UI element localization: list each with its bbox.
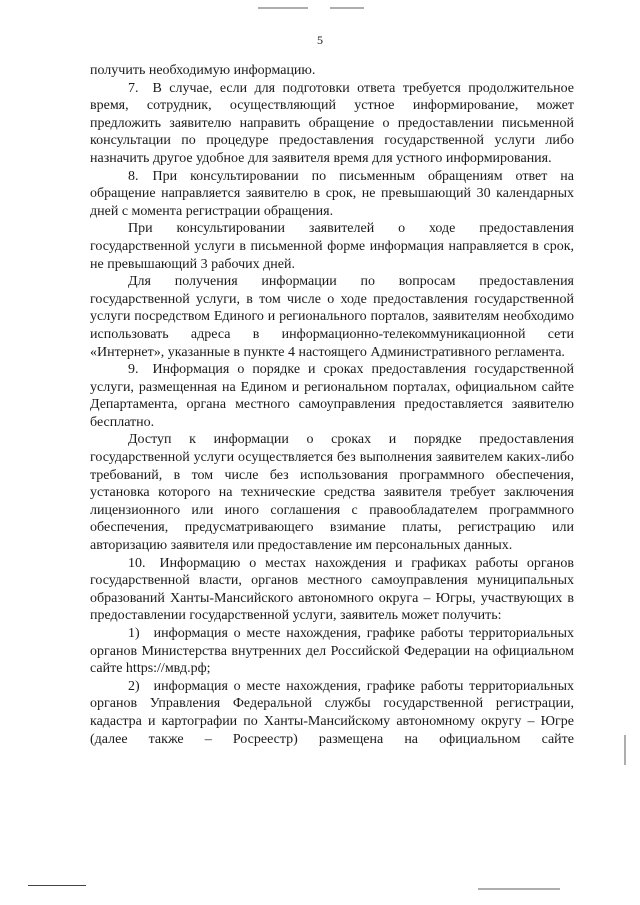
scan-artifact-right-margin <box>624 735 626 765</box>
document-body <box>90 62 574 748</box>
paragraph-9: 9. Информация о порядке и сроках предоставления государственной услуги, размещенная на Едином и региональном порталах, официальном сайте Департамента, органа местного самоуправления предоставляется заявителю бесплатно. <box>90 362 574 430</box>
scan-artifact-top-left <box>258 7 308 9</box>
paragraph-continuation: получить необходимую информацию. <box>90 63 316 78</box>
scan-artifact-bottom-right <box>478 888 560 890</box>
paragraph-8: 8. При консультировании по письменным обращениям ответ на обращение направляется заявителю в срок, не превышающий 30 календарных дней с момента регистрации обращения. <box>90 168 574 219</box>
paragraph-10-item-2: 2) информация о месте нахождения, графике работы территориальных органов Управления Федеральной службы государственной регистрации, кадастра и картографии по Ханты-Мансийскому автономному округу – Югре (далее также – Росреестр) размещена на официальном сайте <box>90 678 574 747</box>
paragraph-10: 10. Информацию о местах нахождения и графиках работы органов государственной власти, органов местного самоуправления муниципальных образований Ханты-Мансийского автономного округа – Югры, участвующих в предоставлении государственной услуги, заявитель может получить: <box>90 555 574 624</box>
paragraph-9-access: Доступ к информации о сроках и порядке предоставления государственной услуги осуществляется без выполнения заявителем каких-либо требований, в том числе без использования программного обеспечения, установка которого на технические средства заявителя требует заключения лицензионного или иного соглашения с правообладателем программного обеспечения, предусматривающего взимание платы, регистрацию или авторизацию заявителя или предоставление им персональных данных. <box>90 432 574 554</box>
footer-rule <box>28 885 86 886</box>
scan-artifact-top-right <box>330 7 364 9</box>
paragraph-8-written-form: При консультировании заявителей о ходе предоставления государственной услуги в письменной форме информация направляется в срок, не превышающий 3 рабочих дней. <box>90 221 574 272</box>
page-number: 5 <box>317 33 323 47</box>
paragraph-8-portals: Для получения информации по вопросам предоставления государственной услуги, в том числе о ходе предоставления государственной услуги посредством Единого и регионального порталов, заявителям необходимо использовать адреса в информационно-телекоммуникационной сети «Интернет», указанные в пункте 4 настоящего Административного регламента. <box>90 274 574 360</box>
paragraph-7: 7. В случае, если для подготовки ответа требуется продолжительное время, сотрудник, осуществляющий устное информирование, может предложить заявителю направить обращение о предоставлении письменной консультации по процедуре предоставления государственной услуги либо назначить другое удобное для заявителя время для устного информирования. <box>90 80 574 166</box>
paragraph-10-item-1: 1) информация о месте нахождения, графике работы территориальных органов Министерства внутренних дел Российской Федерации на официальном сайте https://мвд.рф; <box>90 626 574 677</box>
